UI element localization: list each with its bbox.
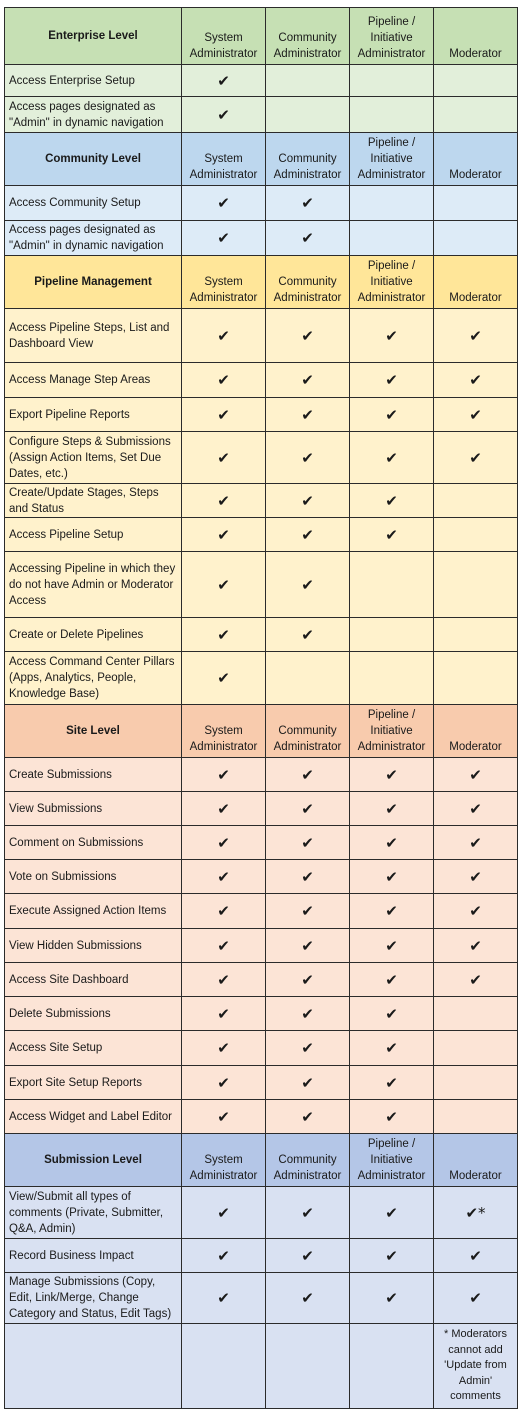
permission-row [5, 963, 518, 997]
check-mark-icon: ✔ [350, 1273, 434, 1324]
empty-cell [434, 221, 518, 256]
check-mark-icon: ✔ [434, 1273, 518, 1324]
check-mark-icon: ✔ [266, 826, 350, 860]
check-mark-icon: ✔ [350, 484, 434, 518]
check-mark-icon: ✔ [182, 221, 266, 256]
permission-row [5, 860, 518, 894]
permissions-table [4, 7, 518, 1409]
permission-label: Export Site Setup Reports [5, 1066, 182, 1100]
role-header-line: Administrator [189, 48, 258, 60]
check-mark-icon: ✔ [434, 792, 518, 826]
role-header-cell [350, 1134, 434, 1187]
role-header-line: Administrator [357, 741, 426, 753]
role-header-line: Pipeline / [367, 260, 416, 272]
check-mark-icon: ✔ [266, 186, 350, 221]
check-mark-icon: ✔ [350, 1239, 434, 1273]
check-mark-icon: ✔ [266, 860, 350, 894]
role-header-line: System [204, 32, 243, 44]
role-header-cell [266, 705, 350, 758]
check-mark-icon: ✔ [350, 1066, 434, 1100]
empty-cell [266, 652, 350, 705]
role-header-cell [182, 8, 266, 65]
check-mark-icon: ✔ [266, 432, 350, 484]
role-header-cell [434, 133, 518, 186]
role-header-line: Initiative [370, 1154, 413, 1166]
role-header-line: Administrator [189, 1170, 258, 1182]
role-header-line: Administrator [189, 741, 258, 753]
permission-label: Create Submissions [5, 758, 182, 792]
permission-label: Access pages designated as "Admin" in dynamic navigation [5, 97, 182, 133]
permission-row [5, 363, 518, 398]
check-mark-icon: ✔ [266, 963, 350, 997]
role-header-line: Administrator [273, 292, 342, 304]
permission-row [5, 398, 518, 432]
check-mark-icon: ✔ [266, 1100, 350, 1134]
check-mark-icon: ✔ [350, 963, 434, 997]
empty-cell [266, 97, 350, 133]
check-mark-icon: ✔ [350, 929, 434, 963]
empty-cell [350, 652, 434, 705]
section-title-pipeline: Pipeline Management [5, 256, 182, 309]
check-mark-icon: ✔ [434, 894, 518, 929]
check-mark-icon: ✔ [266, 398, 350, 432]
empty-cell [434, 65, 518, 97]
empty-cell [350, 186, 434, 221]
role-header-line: Community [278, 276, 337, 288]
permission-row [5, 221, 518, 256]
check-mark-icon: ✔ [266, 792, 350, 826]
permission-label: Access pages designated as "Admin" in dynamic navigation [5, 221, 182, 256]
section-title-community: Community Level [5, 133, 182, 186]
empty-cell [434, 552, 518, 618]
role-header-line: Administrator [189, 292, 258, 304]
check-mark-icon: ✔ [350, 894, 434, 929]
role-header-cell [350, 256, 434, 309]
role-header-line: Community [278, 1154, 337, 1166]
empty-cell [434, 518, 518, 552]
role-header-line: Administrator [357, 1170, 426, 1182]
permission-label: Access Command Center Pillars (Apps, Analytics, People, Knowledge Base) [5, 652, 182, 705]
role-header-line: System [204, 153, 243, 165]
permission-row [5, 792, 518, 826]
check-mark-icon: ✔ [182, 894, 266, 929]
empty-cell [266, 1324, 350, 1409]
permission-label: Delete Submissions [5, 997, 182, 1031]
role-header-cell [434, 8, 518, 65]
check-mark-icon: ✔* [434, 1187, 518, 1239]
permission-label: Access Pipeline Steps, List and Dashboard View [5, 309, 182, 363]
check-mark-icon: ✔ [182, 518, 266, 552]
role-header-line: System [204, 725, 243, 737]
section-header-enterprise [5, 8, 518, 65]
role-header-line: Administrator [357, 169, 426, 181]
check-mark-icon: ✔ [350, 398, 434, 432]
role-header-line: Administrator [357, 292, 426, 304]
permission-label: Manage Submissions (Copy, Edit, Link/Merge, Change Category and Status, Edit Tags) [5, 1273, 182, 1324]
permission-row [5, 1100, 518, 1134]
check-mark-icon: ✔ [182, 652, 266, 705]
empty-cell [182, 1324, 266, 1409]
role-header-line: Moderator [449, 169, 502, 181]
check-mark-icon: ✔ [182, 1239, 266, 1273]
empty-cell [266, 65, 350, 97]
check-mark-icon: ✔ [182, 929, 266, 963]
check-mark-icon: ✔ [266, 1239, 350, 1273]
empty-cell [434, 484, 518, 518]
empty-cell [350, 552, 434, 618]
permission-label: Access Manage Step Areas [5, 363, 182, 398]
check-mark-icon: ✔ [350, 860, 434, 894]
check-mark-icon: ✔ [266, 518, 350, 552]
permission-row [5, 826, 518, 860]
permission-row [5, 432, 518, 484]
check-mark-icon: ✔ [182, 432, 266, 484]
check-mark-icon: ✔ [434, 363, 518, 398]
role-header-cell [350, 705, 434, 758]
check-mark-icon: ✔ [350, 518, 434, 552]
section-title-enterprise: Enterprise Level [5, 8, 182, 65]
empty-cell [350, 97, 434, 133]
permission-label: Access Site Dashboard [5, 963, 182, 997]
role-header-line: Initiative [370, 725, 413, 737]
check-mark-icon: ✔ [266, 618, 350, 652]
role-header-line: Community [278, 153, 337, 165]
check-mark-icon: ✔ [266, 894, 350, 929]
empty-cell [434, 1066, 518, 1100]
check-mark-icon: ✔ [182, 792, 266, 826]
permission-row [5, 1187, 518, 1239]
permission-label: Create/Update Stages, Steps and Status [5, 484, 182, 518]
role-header-line: System [204, 1154, 243, 1166]
permission-row [5, 618, 518, 652]
permission-row [5, 97, 518, 133]
empty-cell [350, 221, 434, 256]
role-header-cell [434, 1134, 518, 1187]
check-mark-icon: ✔ [350, 826, 434, 860]
check-mark-icon: ✔ [266, 484, 350, 518]
check-mark-icon: ✔ [350, 1031, 434, 1066]
permission-row [5, 186, 518, 221]
role-header-line: Initiative [370, 153, 413, 165]
role-header-line: Administrator [273, 741, 342, 753]
permission-label: Accessing Pipeline in which they do not have Admin or Moderator Access [5, 552, 182, 618]
check-mark-icon: ✔ [182, 363, 266, 398]
empty-cell [434, 97, 518, 133]
check-mark-icon: ✔ [434, 398, 518, 432]
role-header-line: Administrator [357, 48, 426, 60]
permissions-table-container [4, 7, 518, 1409]
role-header-line: Moderator [449, 741, 502, 753]
role-header-line: Administrator [189, 169, 258, 181]
check-mark-icon: ✔ [266, 1187, 350, 1239]
check-mark-icon: ✔ [350, 1100, 434, 1134]
permission-row [5, 1066, 518, 1100]
check-mark-icon: ✔ [434, 826, 518, 860]
role-header-cell [266, 133, 350, 186]
role-header-cell [182, 256, 266, 309]
permission-label: Execute Assigned Action Items [5, 894, 182, 929]
check-mark-icon: ✔ [182, 1273, 266, 1324]
role-header-line: Initiative [370, 276, 413, 288]
check-mark-icon: ✔ [182, 398, 266, 432]
check-mark-icon: ✔ [182, 97, 266, 133]
section-header-site [5, 705, 518, 758]
moderator-footnote: * Moderators cannot add 'Update from Admin' comments [434, 1324, 518, 1409]
check-mark-icon: ✔ [182, 758, 266, 792]
permission-label: View Hidden Submissions [5, 929, 182, 963]
role-header-line: Pipeline / [367, 16, 416, 28]
section-header-submission [5, 1134, 518, 1187]
check-mark-icon: ✔ [182, 1187, 266, 1239]
role-header-line: Moderator [449, 48, 502, 60]
check-mark-icon: ✔ [182, 552, 266, 618]
check-mark-icon: ✔ [350, 758, 434, 792]
role-header-cell [434, 256, 518, 309]
check-mark-icon: ✔ [266, 363, 350, 398]
check-mark-icon: ✔ [434, 432, 518, 484]
permission-label: Access Site Setup [5, 1031, 182, 1066]
check-mark-icon: ✔ [266, 1066, 350, 1100]
empty-cell [434, 1031, 518, 1066]
permission-label: Access Community Setup [5, 186, 182, 221]
empty-cell [350, 65, 434, 97]
check-mark-icon: ✔ [266, 552, 350, 618]
role-header-line: System [204, 276, 243, 288]
check-mark-icon: ✔ [182, 65, 266, 97]
role-header-line: Administrator [273, 169, 342, 181]
check-mark-icon: ✔ [182, 1100, 266, 1134]
check-mark-icon: ✔ [182, 484, 266, 518]
section-title-submission: Submission Level [5, 1134, 182, 1187]
check-mark-icon: ✔ [434, 963, 518, 997]
check-mark-icon: ✔ [350, 792, 434, 826]
check-mark-icon: ✔ [434, 1239, 518, 1273]
permission-row [5, 309, 518, 363]
permission-row [5, 518, 518, 552]
role-header-cell [266, 256, 350, 309]
check-mark-icon: ✔ [434, 860, 518, 894]
permission-label: View/Submit all types of comments (Private, Submitter, Q&A, Admin) [5, 1187, 182, 1239]
check-mark-icon: ✔ [266, 221, 350, 256]
permission-label: Vote on Submissions [5, 860, 182, 894]
check-mark-icon: ✔ [266, 929, 350, 963]
permission-row [5, 552, 518, 618]
check-mark-icon: ✔ [266, 1273, 350, 1324]
role-header-cell [182, 705, 266, 758]
check-mark-icon: ✔ [350, 309, 434, 363]
empty-cell [350, 1324, 434, 1409]
role-header-cell [182, 1134, 266, 1187]
permission-label [5, 1324, 182, 1409]
section-header-community [5, 133, 518, 186]
check-mark-icon: ✔ [350, 432, 434, 484]
role-header-cell [350, 8, 434, 65]
permission-row [5, 894, 518, 929]
check-mark-icon: ✔ [266, 997, 350, 1031]
check-mark-icon: ✔ [350, 1187, 434, 1239]
permission-row [5, 65, 518, 97]
role-header-line: Administrator [273, 1170, 342, 1182]
role-header-line: Pipeline / [367, 709, 416, 721]
permission-label: Record Business Impact [5, 1239, 182, 1273]
permission-label: Access Pipeline Setup [5, 518, 182, 552]
permission-row [5, 997, 518, 1031]
empty-cell [434, 997, 518, 1031]
role-header-line: Pipeline / [367, 1138, 416, 1150]
permission-label: Comment on Submissions [5, 826, 182, 860]
permission-row [5, 1324, 518, 1409]
permission-row [5, 1273, 518, 1324]
role-header-cell [434, 705, 518, 758]
check-mark-icon: ✔ [350, 363, 434, 398]
check-mark-icon: ✔ [182, 997, 266, 1031]
role-header-line: Community [278, 32, 337, 44]
check-mark-icon: ✔ [266, 758, 350, 792]
check-mark-icon: ✔ [266, 309, 350, 363]
section-header-pipeline [5, 256, 518, 309]
empty-cell [350, 618, 434, 652]
permission-row [5, 484, 518, 518]
role-header-cell [182, 133, 266, 186]
check-mark-icon: ✔ [182, 186, 266, 221]
check-mark-icon: ✔ [182, 618, 266, 652]
role-header-line: Pipeline / [367, 137, 416, 149]
role-header-cell [266, 1134, 350, 1187]
role-header-line: Initiative [370, 32, 413, 44]
empty-cell [434, 186, 518, 221]
permission-row [5, 1239, 518, 1273]
permission-row [5, 758, 518, 792]
role-header-line: Administrator [273, 48, 342, 60]
check-mark-icon: ✔ [434, 758, 518, 792]
check-mark-icon: ✔ [266, 1031, 350, 1066]
check-mark-icon: ✔ [182, 860, 266, 894]
check-mark-icon: ✔ [182, 1031, 266, 1066]
permission-label: Export Pipeline Reports [5, 398, 182, 432]
permission-row [5, 652, 518, 705]
permission-row [5, 1031, 518, 1066]
permission-label: Create or Delete Pipelines [5, 618, 182, 652]
permission-label: Access Widget and Label Editor [5, 1100, 182, 1134]
role-header-line: Moderator [449, 1170, 502, 1182]
empty-cell [434, 618, 518, 652]
check-mark-icon: ✔ [434, 309, 518, 363]
section-title-site: Site Level [5, 705, 182, 758]
check-mark-icon: ✔ [350, 997, 434, 1031]
empty-cell [434, 652, 518, 705]
check-mark-icon: ✔ [182, 309, 266, 363]
role-header-cell [350, 133, 434, 186]
permission-row [5, 929, 518, 963]
role-header-line: Community [278, 725, 337, 737]
empty-cell [434, 1100, 518, 1134]
check-mark-icon: ✔ [182, 963, 266, 997]
check-mark-icon: ✔ [434, 929, 518, 963]
permission-label: Configure Steps & Submissions (Assign Action Items, Set Due Dates, etc.) [5, 432, 182, 484]
permission-label: View Submissions [5, 792, 182, 826]
permission-label: Access Enterprise Setup [5, 65, 182, 97]
role-header-cell [266, 8, 350, 65]
check-mark-icon: ✔ [182, 826, 266, 860]
role-header-line: Moderator [449, 292, 502, 304]
check-mark-icon: ✔ [182, 1066, 266, 1100]
